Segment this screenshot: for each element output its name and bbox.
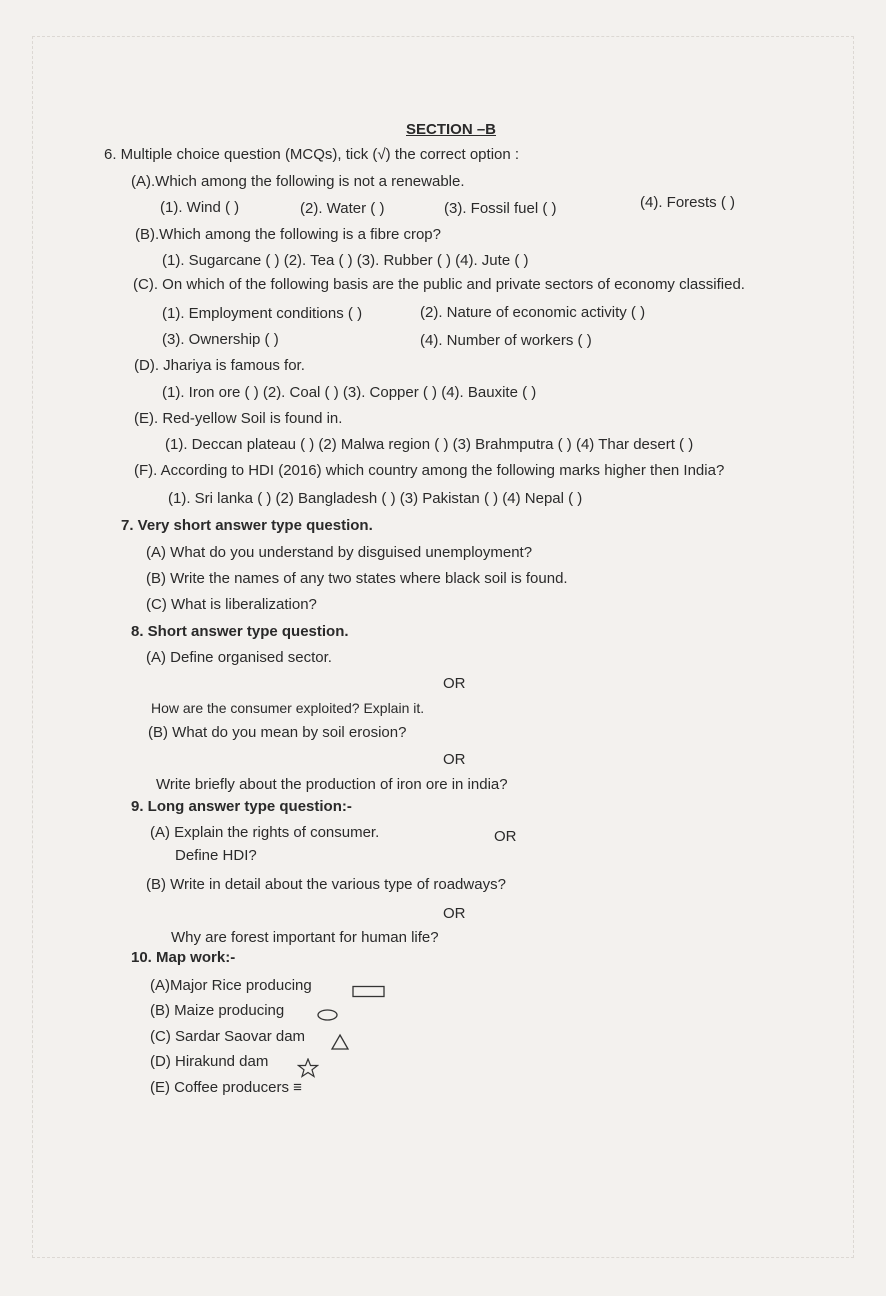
q6c-question: (C). On which of the following basis are the public and private sectors of economy classified. (133, 276, 745, 293)
q6a-option-4: (4). Forests ( ) (640, 194, 736, 211)
rectangle-symbol-icon (352, 985, 386, 999)
q8-or-1: OR (443, 675, 466, 692)
star-symbol-icon (297, 1058, 319, 1078)
q8-heading: 8. Short answer type question. (131, 623, 349, 640)
q6a-question: (A).Which among the following is not a renewable. (131, 173, 465, 190)
q10d: (D) Hirakund dam (150, 1053, 269, 1070)
q6c-option-1: (1). Employment conditions ( ) (162, 305, 363, 322)
q10-heading: 10. Map work:- (131, 949, 236, 966)
q6d-options: (1). Iron ore ( ) (2). Coal ( ) (3). Copper ( ) (4). Bauxite ( ) (162, 384, 537, 401)
triangle-symbol-icon (330, 1033, 350, 1051)
q8a: (A) Define organised sector. (146, 649, 332, 666)
q9a: (A) Explain the rights of consumer. (150, 824, 380, 841)
q9a-alternative: Define HDI? (175, 847, 257, 864)
q9b-alternative: Why are forest important for human life? (171, 929, 439, 946)
q6a-option-1: (1). Wind ( ) (160, 199, 240, 216)
q6e-question: (E). Red-yellow Soil is found in. (134, 410, 343, 427)
q6a-option-3: (3). Fossil fuel ( ) (444, 200, 557, 217)
q7a: (A) What do you understand by disguised unemployment? (146, 544, 533, 561)
q6-heading: 6. Multiple choice question (MCQs), tick (√) the correct option : (104, 146, 520, 163)
page-border (32, 36, 854, 1258)
q10a: (A)Major Rice producing (150, 977, 312, 994)
q7c: (C) What is liberalization? (146, 596, 317, 613)
q6a-option-2: (2). Water ( ) (300, 200, 385, 217)
q9-heading: 9. Long answer type question:- (131, 798, 352, 815)
q9-or-2: OR (443, 905, 466, 922)
section-title: SECTION –B (406, 121, 497, 138)
q8b-alternative: Write briefly about the production of iron ore in india? (156, 776, 508, 793)
q10b: (B) Maize producing (150, 1002, 285, 1019)
q6c-option-2: (2). Nature of economic activity ( ) (420, 304, 646, 321)
q9b: (B) Write in detail about the various type of roadways? (146, 876, 506, 893)
q8-or-2: OR (443, 751, 466, 768)
q6b-options: (1). Sugarcane ( ) (2). Tea ( ) (3). Rubber ( ) (4). Jute ( ) (162, 252, 529, 269)
q6f-options: (1). Sri lanka ( ) (2) Bangladesh ( ) (3) Pakistan ( ) (4) Nepal ( ) (168, 490, 583, 507)
oval-symbol-icon (316, 1008, 340, 1022)
q7-heading: 7. Very short answer type question. (121, 517, 373, 534)
q6e-options: (1). Deccan plateau ( ) (2) Malwa region ( ) (3) Brahmputra ( ) (4) Thar desert ( ) (165, 436, 694, 453)
q7b: (B) Write the names of any two states where black soil is found. (146, 570, 568, 587)
q9-or-1: OR (494, 828, 517, 845)
q6c-option-3: (3). Ownership ( ) (162, 331, 279, 348)
q10c: (C) Sardar Saovar dam (150, 1028, 306, 1045)
q6f-question: (F). According to HDI (2016) which country among the following marks higher then India? (134, 462, 725, 479)
q8a-alternative: How are the consumer exploited? Explain it. (151, 700, 425, 716)
q8b: (B) What do you mean by soil erosion? (148, 724, 407, 741)
q6c-option-4: (4). Number of workers ( ) (420, 332, 592, 349)
q6b-question: (B).Which among the following is a fibre crop? (135, 226, 441, 243)
q10e: (E) Coffee producers ≡ (150, 1079, 302, 1096)
q6d-question: (D). Jhariya is famous for. (134, 357, 305, 374)
